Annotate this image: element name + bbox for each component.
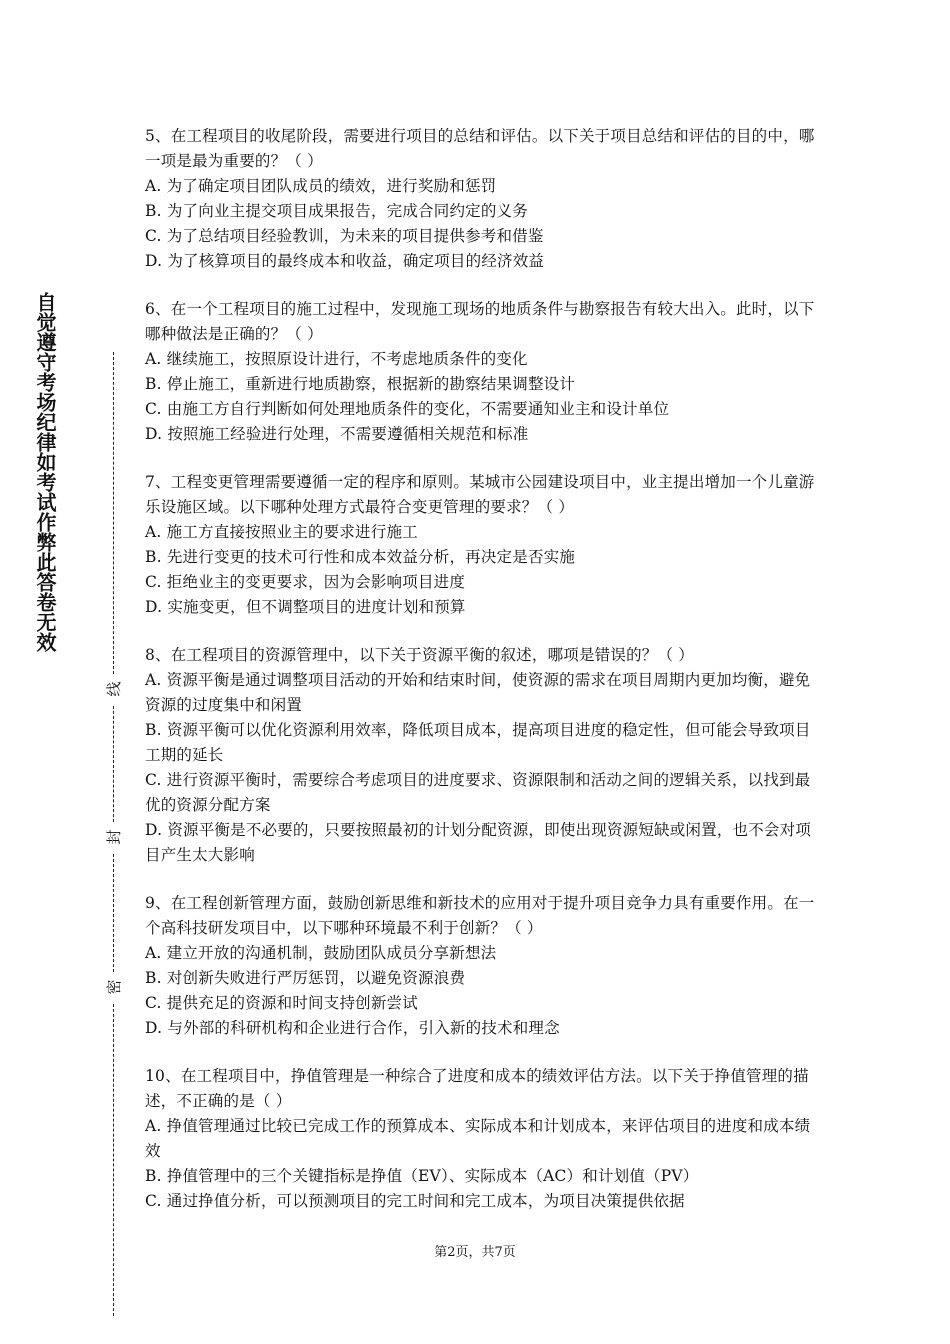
question-8 [145,643,821,868]
exam-discipline-notice: 自觉遵守考场纪律如考试作弊此答卷无效 [33,292,57,652]
seal-dashed-line [113,352,114,674]
option-a: A. 继续施工，按照原设计进行，不考虑地质条件的变化 [145,350,528,368]
option-b: B. 资源平衡可以优化资源利用效率，降低项目成本，提高项目进度的稳定性，但可能会导致项目工期的延长 [145,721,811,764]
option-d: D. 按照施工经验进行处理，不需要遵循相关规范和标准 [145,425,529,443]
question-10 [145,1064,821,1214]
option-a: A. 施工方直接按照业主的要求进行施工 [145,523,418,541]
seal-label-feng: 封 [105,829,123,845]
seal-dashed-line [113,706,114,822]
option-a: A. 挣值管理通过比较已完成工作的预算成本、实际成本和计划成本，来评估项目的进度和成本绩效 [145,1117,811,1160]
option-a: A. 建立开放的沟通机制，鼓励团队成员分享新想法 [145,944,497,962]
question-5 [145,124,821,274]
option-b: B. 挣值管理中的三个关键指标是挣值（EV）、实际成本（AC）和计划值（PV） [145,1167,699,1185]
question-stem: 10、在工程项目中，挣值管理是一种综合了进度和成本的绩效评估方法。以下关于挣值管理的描述，不正确的是（ ） [145,1067,809,1110]
seal-dashed-line [113,854,114,972]
option-c: C. 为了总结项目经验教训，为未来的项目提供参考和借鉴 [145,227,544,245]
option-d: D. 资源平衡是不必要的，只要按照最初的计划分配资源，即使出现资源短缺或闲置，也不会对项目产生太大影响 [145,821,812,864]
option-c: C. 拒绝业主的变更要求，因为会影响项目进度 [145,573,466,591]
question-list [145,124,821,1237]
option-d: D. 为了核算项目的最终成本和收益，确定项目的经济效益 [145,252,545,270]
page-number: 第2页，共7页 [434,1245,516,1260]
option-b: B. 先进行变更的技术可行性和成本效益分析，再决定是否实施 [145,548,576,566]
option-c: C. 由施工方自行判断如何处理地质条件的变化，不需要通知业主和设计单位 [145,400,670,418]
question-9 [145,891,821,1041]
option-c: C. 通过挣值分析，可以预测项目的完工时间和完工成本，为项目决策提供依据 [145,1192,685,1210]
option-c: C. 提供充足的资源和时间支持创新尝试 [145,994,418,1012]
question-stem: 6、在一个工程项目的施工过程中，发现施工现场的地质条件与勘察报告有较大出入。此时，以下哪种做法是正确的？（ ） [145,300,815,343]
seal-label-xian: 线 [105,681,123,697]
option-a: A. 资源平衡是通过调整项目活动的开始和结束时间，使资源的需求在项目周期内更加均衡，避免资源的过度集中和闲置 [145,671,811,714]
option-c: C. 进行资源平衡时，需要综合考虑项目的进度要求、资源限制和活动之间的逻辑关系，以找到最优的资源分配方案 [145,771,811,814]
option-b: B. 停止施工，重新进行地质勘察，根据新的勘察结果调整设计 [145,375,576,393]
question-stem: 9、在工程创新管理方面，鼓励创新思维和新技术的应用对于提升项目竞争力具有重要作用。在一个高科技研发项目中，以下哪种环境最不利于创新？（ ） [145,894,815,937]
option-b: B. 对创新失败进行严厉惩罚，以避免资源浪费 [145,969,466,987]
option-d: D. 实施变更，但不调整项目的进度计划和预算 [145,598,466,616]
question-6 [145,297,821,447]
question-stem: 7、工程变更管理需要遵循一定的程序和原则。某城市公园建设项目中，业主提出增加一个儿童游乐设施区域。以下哪种处理方式最符合变更管理的要求？（ ） [145,473,815,516]
option-b: B. 为了向业主提交项目成果报告，完成合同约定的义务 [145,202,528,220]
question-7 [145,470,821,620]
question-stem: 5、在工程项目的收尾阶段，需要进行项目的总结和评估。以下关于项目总结和评估的目的中，哪一项是最为重要的？（ ） [145,127,815,170]
question-stem: 8、在工程项目的资源管理中，以下关于资源平衡的叙述，哪项是错误的？（ ） [145,646,694,664]
option-d: D. 与外部的科研机构和企业进行合作，引入新的技术和理念 [145,1019,560,1037]
option-a: A. 为了确定项目团队成员的绩效，进行奖励和惩罚 [145,177,497,195]
seal-dashed-line [113,1004,114,1316]
seal-label-mi: 密 [105,979,123,995]
